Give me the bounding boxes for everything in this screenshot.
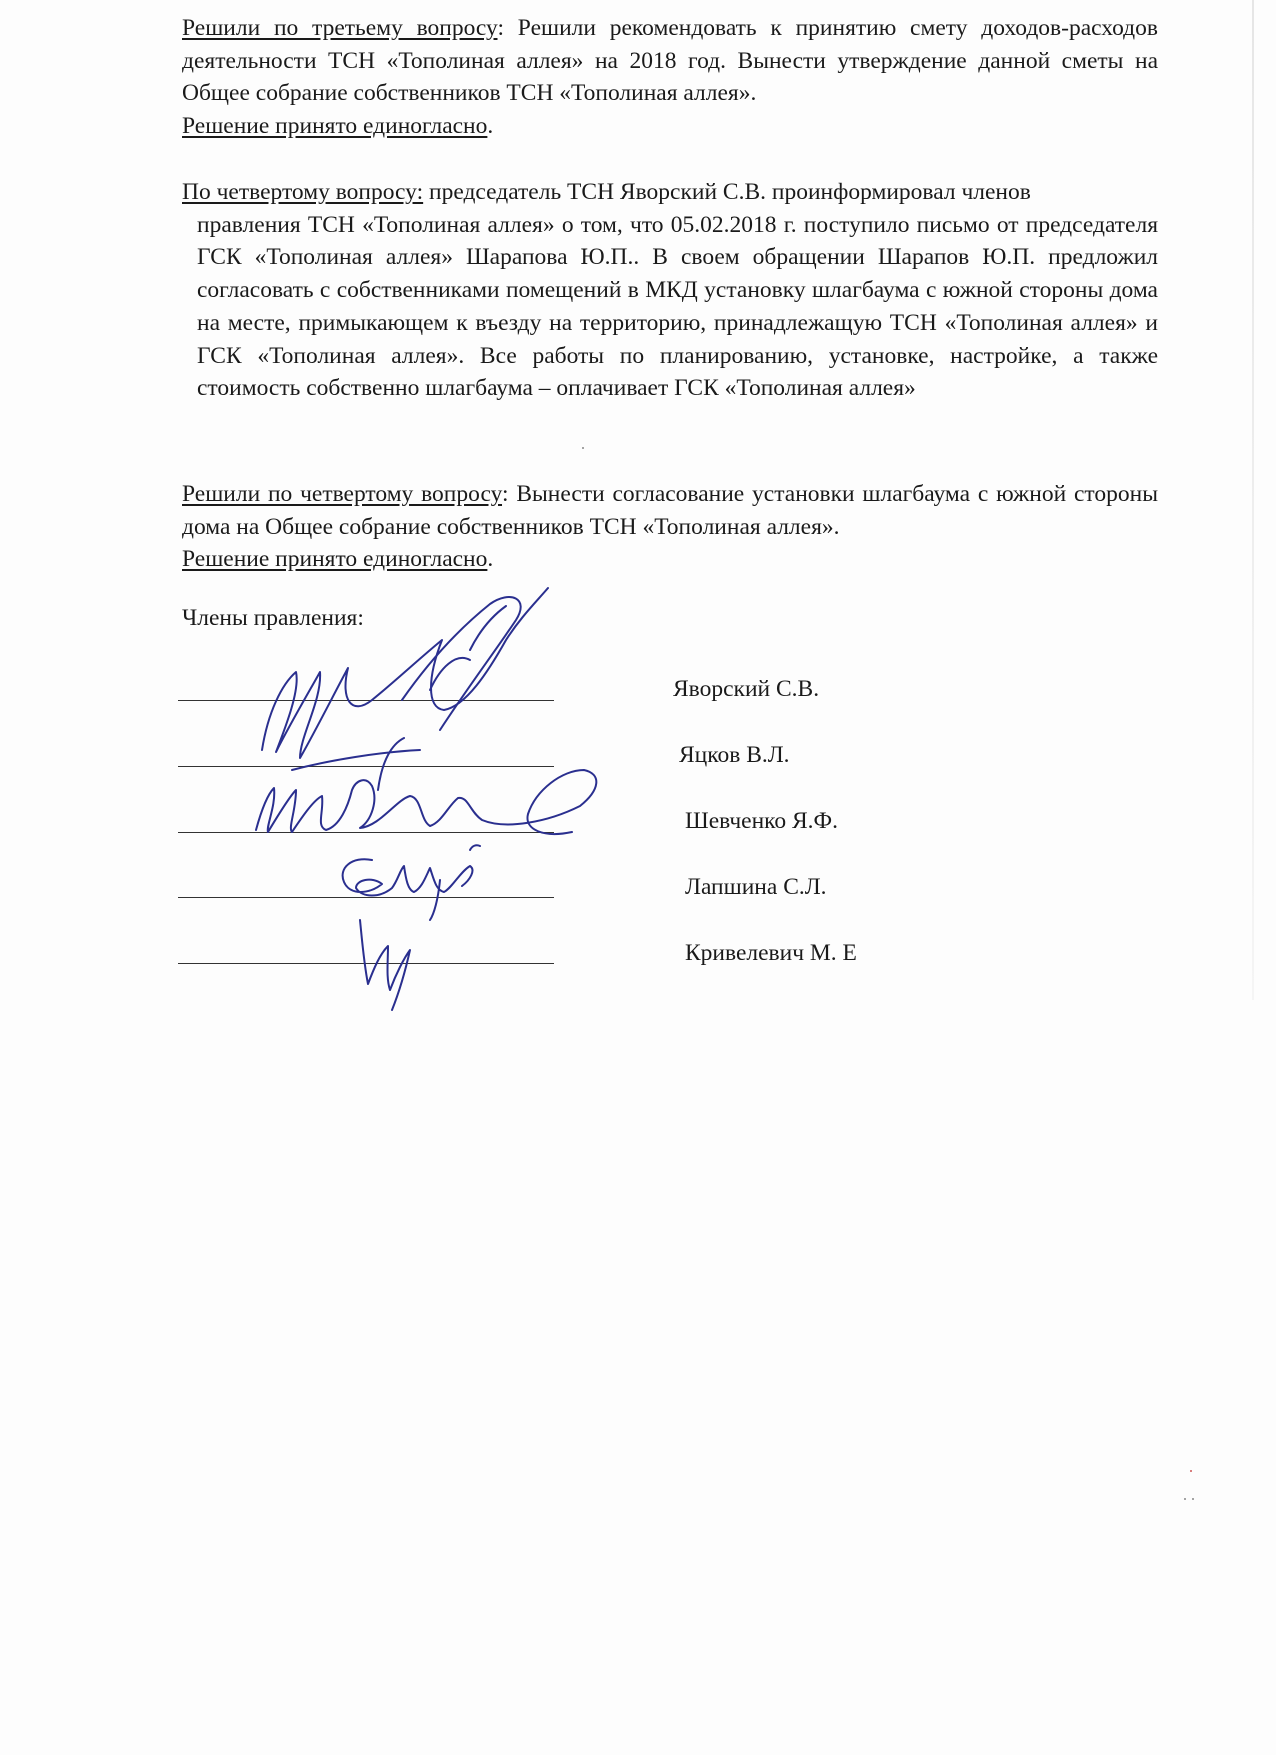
signature-line xyxy=(178,897,554,898)
question-4-lead: По четвертому вопросу: xyxy=(182,179,424,205)
signature-line xyxy=(178,963,554,964)
question-4-paragraph xyxy=(182,176,1158,405)
member-name: Кривелевич М. Е xyxy=(685,940,857,966)
member-name: Яворский С.В. xyxy=(673,676,820,702)
signature-2 xyxy=(256,770,596,834)
scan-speck xyxy=(582,447,584,449)
member-name: Шевченко Я.Ф. xyxy=(685,808,839,834)
scan-edge xyxy=(1252,0,1254,1000)
decision-3-text: : Решили рекомендовать к принятию смету доходов-расходов деятельности ТСН «Тополиная аллея» на 2018 год. Вынести утверждение данной сметы на Общее собрание собственников ТСН «Тополиная аллея». xyxy=(182,15,1158,107)
decision-3-lead: Решили по третьему вопросу xyxy=(182,15,498,41)
scan-speck xyxy=(1192,1498,1194,1500)
signature-line xyxy=(178,700,554,701)
decision-3-resolution-end: . xyxy=(487,113,494,140)
decision-4-lead: Решили по четвертому вопросу xyxy=(182,481,503,507)
scan-speck xyxy=(1190,1470,1192,1472)
decision-4-resolution: Решение принято единогласно xyxy=(182,546,488,573)
question-4-text: правления ТСН «Тополиная аллея» о том, что 05.02.2018 г. поступило письмо от председателя ГСК «Тополиная аллея» Шарапова Ю.П.. В своем обращении Шарапов Ю.П. предложил согласовать с собственниками помещений в МКД установку шлагбаума с южной стороны дома на месте, примыкающем к въезду на территорию, принадлежащую ТСН «Тополиная аллея» и ГСК «Тополиная аллея». Все работы по планированию, установке, настройке, а также стоимость собственно шлагбаума – оплачивает ГСК «Тополиная аллея» xyxy=(197,211,1158,402)
signature-3 xyxy=(343,859,473,895)
signature-line xyxy=(178,766,554,767)
decision-4-resolution-end: . xyxy=(487,546,494,573)
member-name: Лапшина С.Л. xyxy=(685,874,827,900)
decision-4-text: : Вынести согласование установки шлагбаума с южной стороны дома на Общее собрание собственников ТСН «Тополиная аллея». xyxy=(182,481,1158,540)
decision-3-resolution: Решение принято единогласно xyxy=(182,113,488,140)
member-name: Яцков В.Л. xyxy=(679,742,790,768)
question-4-first-line: председатель ТСН Яворский С.В. проинформировал членов xyxy=(423,179,1031,205)
decision-3-paragraph xyxy=(182,12,1158,143)
signature-4 xyxy=(360,920,410,1010)
signature-line xyxy=(178,832,554,833)
decision-4-paragraph xyxy=(182,478,1158,576)
scan-speck xyxy=(1184,1498,1186,1500)
members-label: Члены правления: xyxy=(182,605,364,631)
